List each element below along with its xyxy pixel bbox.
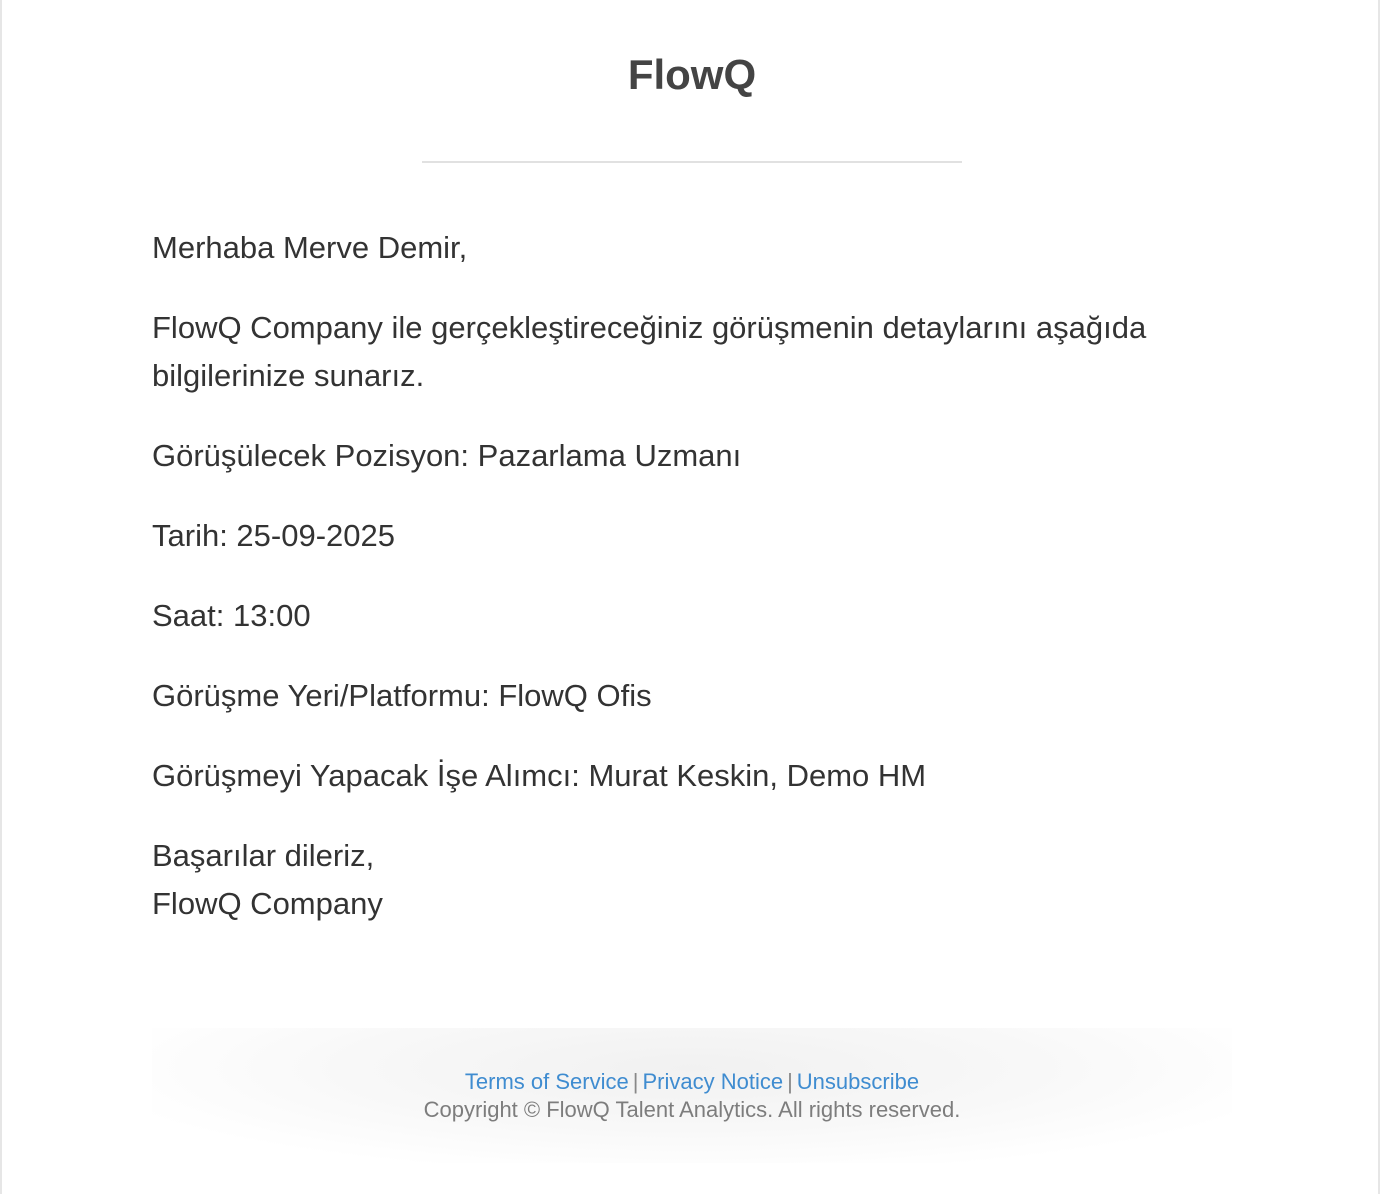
email-body xyxy=(152,224,1152,928)
greeting-text: Merhaba Merve Demir, xyxy=(152,230,468,265)
link-separator: | xyxy=(787,1069,793,1094)
location-detail: Görüşme Yeri/Platformu: FlowQ Ofis xyxy=(152,678,652,713)
date-detail: Tarih: 25-09-2025 xyxy=(152,518,395,553)
header-divider xyxy=(422,161,962,163)
time-detail: Saat: 13:00 xyxy=(152,598,311,633)
intro-text: FlowQ Company ile gerçekleştireceğiniz görüşmenin detaylarını aşağıda bilgilerinize sunarız. xyxy=(152,310,1147,393)
position-detail: Görüşülecek Pozisyon: Pazarlama Uzmanı xyxy=(152,438,742,473)
terms-of-service-link[interactable]: Terms of Service xyxy=(464,1069,629,1094)
closing-block xyxy=(152,832,1152,928)
unsubscribe-link[interactable]: Unsubscribe xyxy=(796,1069,920,1094)
footer-links xyxy=(152,1068,1232,1096)
interviewer-detail: Görüşmeyi Yapacak İşe Alımcı: Murat Keskin, Demo HM xyxy=(152,758,927,793)
link-separator: | xyxy=(632,1069,639,1094)
brand-logo: FlowQ xyxy=(627,51,757,98)
copyright-text: Copyright © FlowQ Talent Analytics. All rights reserved. xyxy=(423,1097,961,1122)
closing-text: Başarılar dileriz, xyxy=(152,838,375,873)
privacy-notice-link[interactable]: Privacy Notice xyxy=(642,1069,784,1094)
email-footer xyxy=(152,1028,1232,1163)
signature-text: FlowQ Company xyxy=(152,886,383,921)
